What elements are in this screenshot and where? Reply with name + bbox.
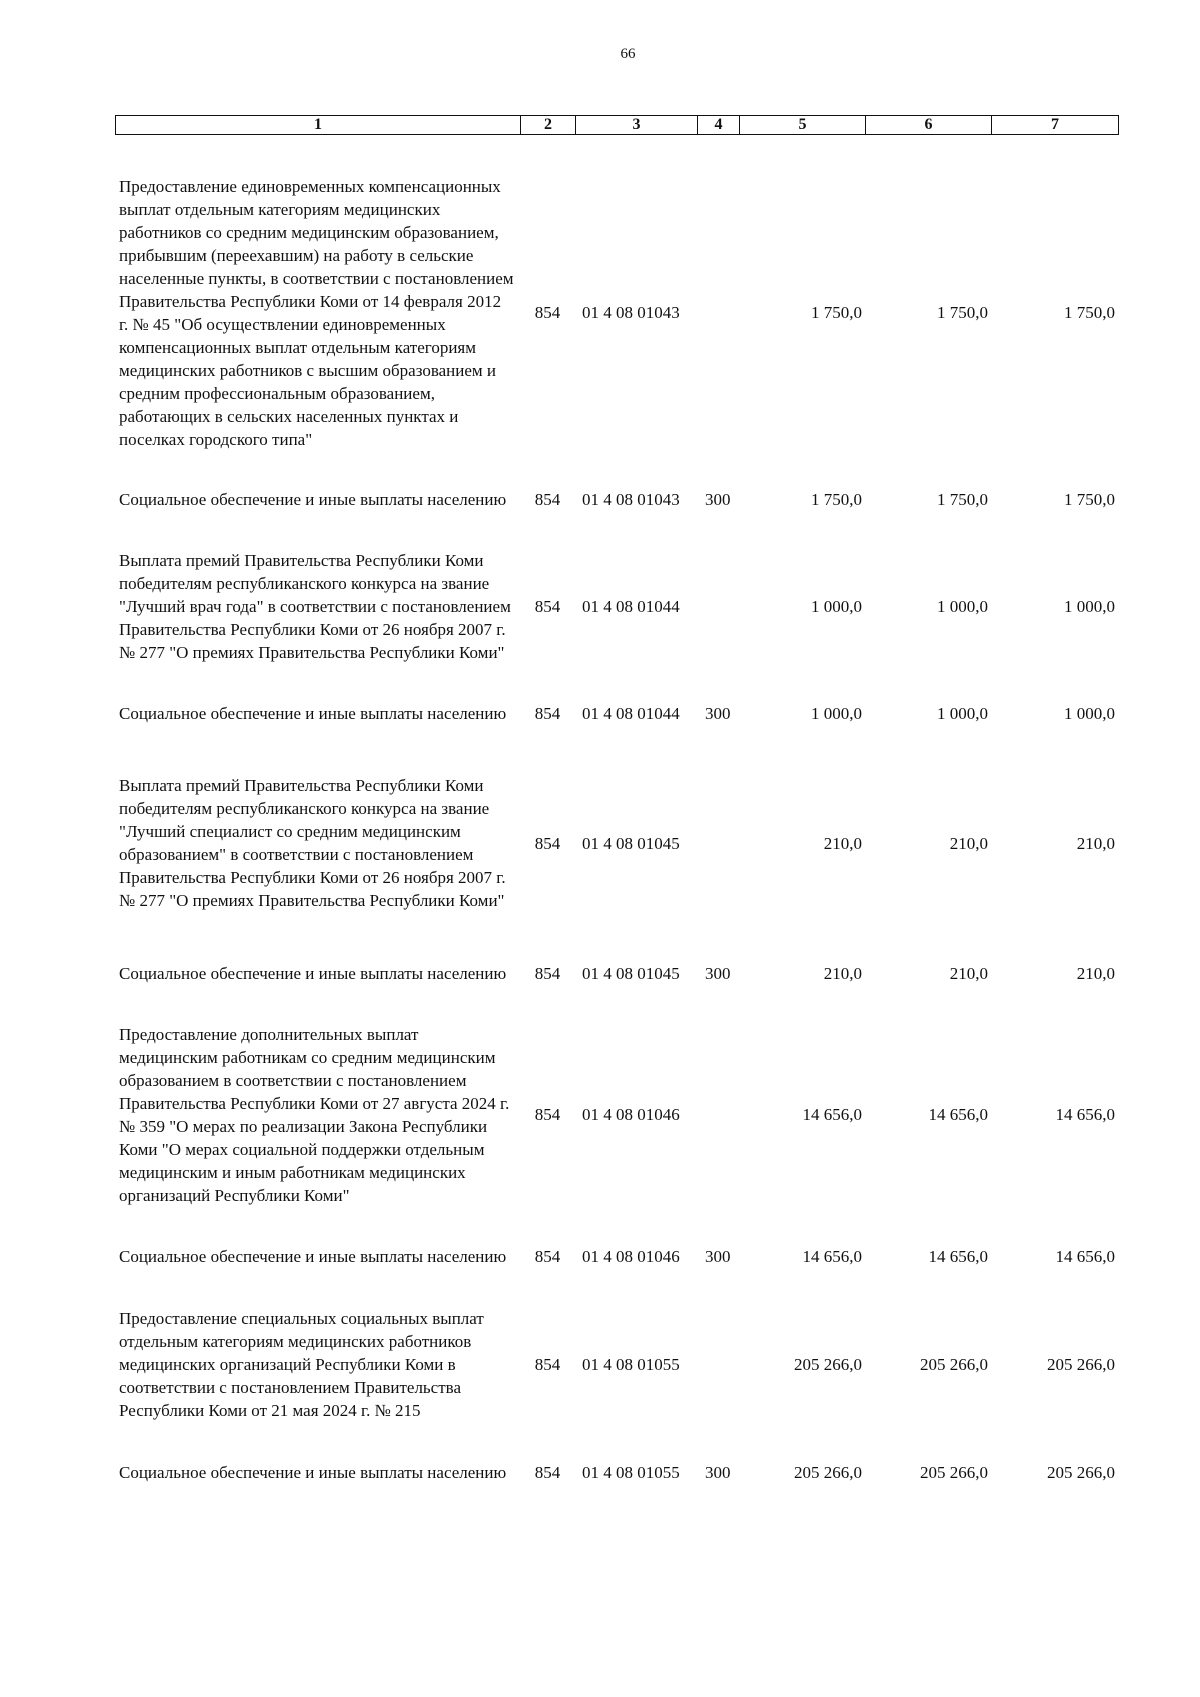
row-csr: 01 4 08 01055 [582,1462,680,1482]
row-grbs: 854 [534,489,561,509]
row-value-2: 210,0 [949,833,988,853]
header-col-4: 4 [698,116,740,135]
row-value-1: 1 750,0 [811,489,862,509]
row-name: Социальное обеспечение и иные выплаты населению [119,703,507,723]
table-row [115,1290,1118,1438]
header-col-5: 5 [740,116,866,135]
table-row [115,1007,1118,1222]
table-row [115,747,1118,939]
row-value-1: 14 656,0 [802,1105,862,1124]
table-header [115,115,1119,135]
row-name: Предоставление дополнительных выплат медицинским работникам со средним медицинским образованием в соответствии с постановлением Правительства Республики Коми от 27 августа 2024 г. № 359 "О мерах по реализации Закона Республики Коми "О мерах социальной поддержки отдельным медицинским и иным работникам медицинских организаций Республики Коми" [119,1024,510,1205]
row-name: Социальное обеспечение и иные выплаты населению [119,1246,507,1266]
row-csr: 01 4 08 01046 [582,1105,680,1124]
row-value-2: 205 266,0 [920,1462,988,1482]
row-value-3: 14 656,0 [1055,1246,1115,1266]
row-csr: 01 4 08 01044 [582,596,680,616]
header-col-7: 7 [992,116,1119,135]
row-value-2: 14 656,0 [928,1246,988,1266]
table-row [115,465,1118,533]
row-value-3: 14 656,0 [1055,1105,1115,1124]
row-value-3: 205 266,0 [1047,1462,1115,1482]
row-value-1: 1 000,0 [811,703,862,723]
row-value-3: 1 750,0 [1064,303,1115,322]
row-grbs: 854 [534,596,561,616]
row-csr: 01 4 08 01043 [582,303,680,322]
row-name: Выплата премий Правительства Республики Коми победителям республиканского конкурса на звание "Лучший специалист со средним медицинским образованием" в соответствии с постановлением Правительства Республики Коми от 26 ноября 2007 г. № 277 "О премиях Правительства Республики Коми" [119,776,506,910]
row-value-2: 14 656,0 [928,1105,988,1124]
row-grbs: 854 [534,1462,561,1482]
row-grbs: 854 [534,303,561,322]
table-row [115,160,1118,465]
header-col-3: 3 [576,116,698,135]
table-row [115,1222,1118,1290]
row-csr: 01 4 08 01046 [582,1246,680,1266]
row-value-1: 210,0 [823,833,862,853]
row-name: Социальное обеспечение и иные выплаты населению [119,489,507,509]
row-vr: 300 [705,1462,731,1482]
row-grbs: 854 [534,1354,561,1374]
table-body [115,160,1118,1506]
row-value-2: 1 000,0 [937,596,988,616]
row-csr: 01 4 08 01043 [582,489,680,509]
row-grbs: 854 [534,1105,561,1124]
row-value-2: 1 750,0 [937,303,988,322]
row-csr: 01 4 08 01045 [582,833,680,853]
header-row [116,116,1119,135]
table-row [115,1438,1118,1506]
row-value-3: 210,0 [1076,833,1115,853]
row-value-2: 1 000,0 [937,703,988,723]
row-vr: 300 [705,703,731,723]
row-value-2: 1 750,0 [937,489,988,509]
row-grbs: 854 [534,963,561,983]
row-name: Предоставление единовременных компенсационных выплат отдельным категориям медицинских работников со средним медицинским образованием, прибывшим (переехавшим) на работу в сельские населенные пункты, в соответствии с постановлением Правительства Республики Коми от 14 февраля 2012 г. № 45 "Об осуществлении единовременных компенсационных выплат отдельным категориям медицинских работников с высшим образованием и средним профессиональным образованием, работающих в сельских населенных пунктах и поселках городского типа" [119,176,514,449]
row-grbs: 854 [534,833,561,853]
row-value-1: 205 266,0 [794,1462,862,1482]
row-value-3: 205 266,0 [1047,1354,1115,1374]
row-value-3: 1 000,0 [1064,596,1115,616]
row-name: Социальное обеспечение и иные выплаты населению [119,1462,507,1482]
row-name: Предоставление специальных социальных выплат отдельным категориям медицинских работников медицинских организаций Республики Коми в соответствии с постановлением Правительства Республики Коми от 21 мая 2024 г. № 215 [119,1308,484,1420]
row-vr: 300 [705,489,731,509]
row-csr: 01 4 08 01055 [582,1354,680,1374]
header-col-1: 1 [116,116,521,135]
row-grbs: 854 [534,703,561,723]
table-row [115,939,1118,1007]
row-csr: 01 4 08 01044 [582,703,680,723]
row-value-2: 210,0 [949,963,988,983]
row-value-1: 1 000,0 [811,596,862,616]
row-name: Выплата премий Правительства Республики Коми победителям республиканского конкурса на звание "Лучший врач года" в соответствии с постановлением Правительства Республики Коми от 26 ноября 2007 г. № 277 "О премиях Правительства Республики Коми" [119,550,511,662]
row-name: Социальное обеспечение и иные выплаты населению [119,963,507,983]
row-value-3: 1 000,0 [1064,703,1115,723]
row-value-1: 205 266,0 [794,1354,862,1374]
row-value-2: 205 266,0 [920,1354,988,1374]
table-row [115,533,1118,679]
row-vr: 300 [705,963,731,983]
row-value-3: 1 750,0 [1064,489,1115,509]
row-value-1: 210,0 [823,963,862,983]
row-grbs: 854 [534,1246,561,1266]
row-vr: 300 [705,1246,731,1266]
page-number: 66 [620,46,636,62]
row-value-1: 14 656,0 [802,1246,862,1266]
row-value-1: 1 750,0 [811,303,862,322]
row-csr: 01 4 08 01045 [582,963,680,983]
row-value-3: 210,0 [1076,963,1115,983]
header-col-2: 2 [521,116,576,135]
table-row [115,679,1118,747]
header-col-6: 6 [866,116,992,135]
